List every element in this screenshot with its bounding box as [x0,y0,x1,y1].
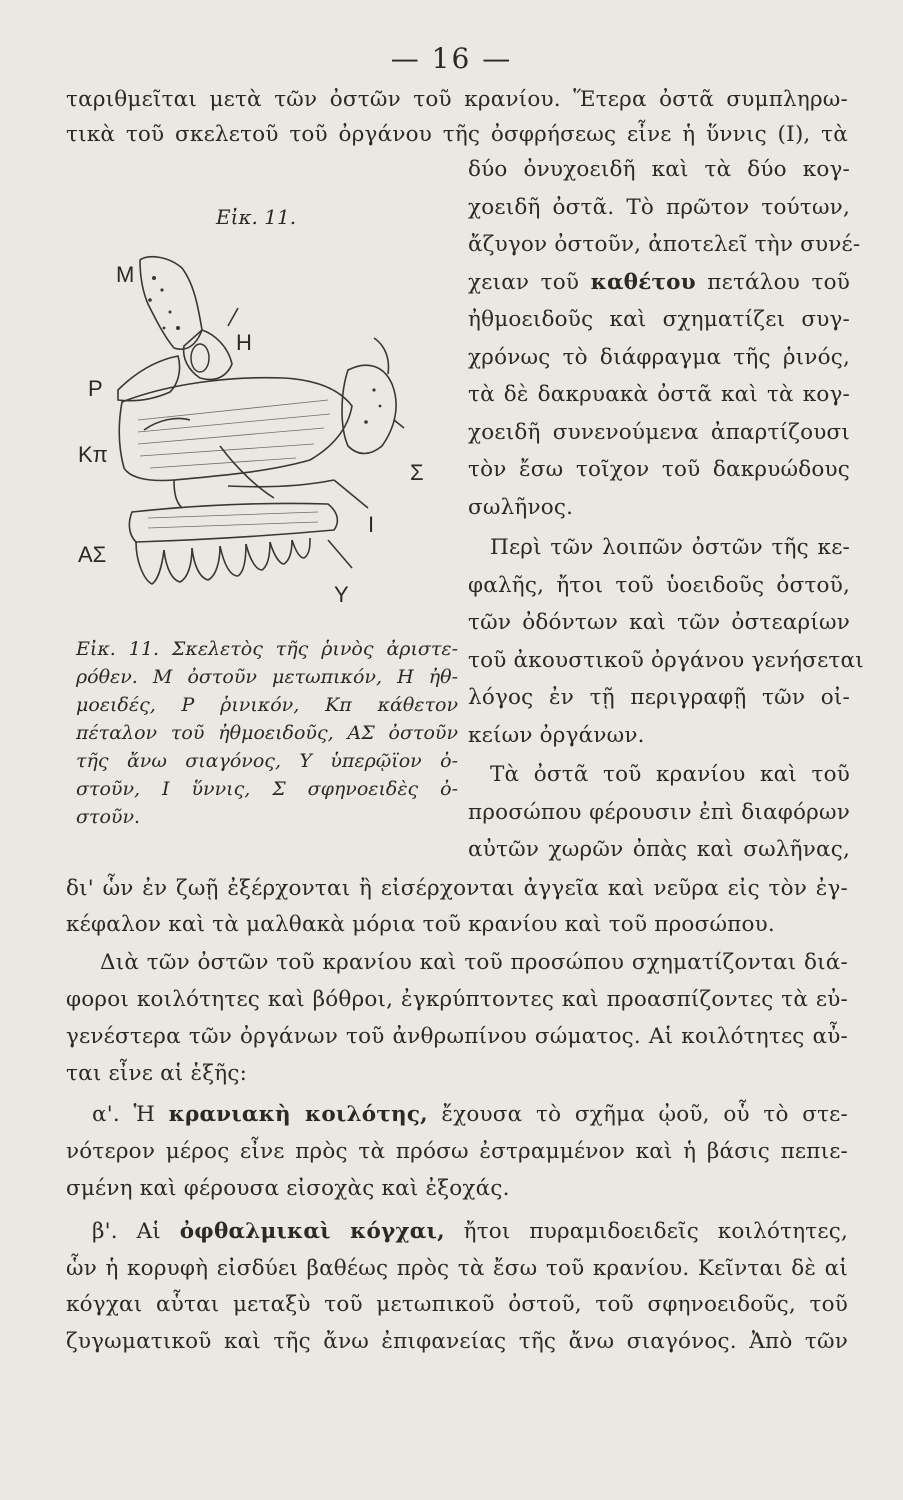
text-line: τὸν ἔσω τοῖχον τοῦ δακρυώδους [468,457,850,482]
page-number: — 16 — [390,42,513,75]
label-kp: Κπ [78,442,108,467]
text-line: φαλῆς, ἤτοι τοῦ ὑοειδοῦς ὀστοῦ, [468,573,850,598]
text-line: κόγχαι αὗται μεταξὺ τοῦ μετωπικοῦ ὀστοῦ, τοῦ σφηνοειδοῦς, τοῦ [66,1292,848,1317]
nasal-skeleton-figure [78,250,458,620]
text-line: χρόνως τὸ διάφραγμα τῆς ῥινός, [468,345,850,370]
text-line: κείων ὀργάνων. [468,723,645,748]
text-line: σωλῆνος. [468,495,574,520]
text-line: λόγος ἐν τῇ περιγραφῇ τῶν οἰ- [468,685,850,710]
text-line: τοῦ ἀκουστικοῦ ὀργάνου γενήσεται [468,648,864,673]
figure-caption-line: Εἰκ. 11. Σκελετὸς τῆς ῥινὸς ἀριστε- [76,638,458,660]
text-line: κέφαλον καὶ τὰ μαλθακὰ μόρια τοῦ κρανίου καὶ τοῦ προσώπου. [66,912,775,937]
text-line: δύο ὀνυχοειδῆ καὶ τὰ δύο κογ- [468,157,850,182]
figure-caption-line: στοῦν. [76,806,141,828]
text-line: ταριθμεῖται μετὰ τῶν ὀστῶν τοῦ κρανίου. Ἕτερα ὀστᾶ συμπληρω- [66,87,848,112]
label-s: Σ [410,460,424,485]
text-line: γενέστερα τῶν ὀργάνων τοῦ ἀνθρωπίνου σώματος. Αἱ κοιλότητες αὖ- [66,1024,848,1049]
text-line: ὧν ἡ κορυφὴ εἰσδύει βαθέως πρὸς τὰ ἔσω τοῦ κρανίου. Κεῖνται δὲ αἱ [66,1256,848,1281]
label-h: Η [236,330,252,355]
text-line: Περὶ τῶν λοιπῶν ὀστῶν τῆς κε- [490,535,850,560]
text-line: χειαν τοῦ καθέτου πετάλου τοῦ [468,270,850,295]
term-bold: καθέτου [590,270,696,295]
text-line: αὐτῶν χωρῶν ὀπὰς καὶ σωλῆνας, [468,837,850,862]
text-line: φοροι κοιλότητες καὶ βόθροι, ἐγκρύπτοντες καὶ προασπίζοντες τὰ εὐ- [66,987,848,1012]
label-i: Ι [368,512,375,537]
text-line: τῶν ὀδόντων καὶ τῶν ὀστεαρίων [468,610,850,635]
figure-caption-line: ρόθεν. Μ ὀστοῦν μετωπικόν, Η ἠθ- [76,666,458,688]
text-line: σμένη καὶ φέρουσα εἰσοχὰς καὶ ἐξοχάς. [66,1176,510,1201]
text-line: ἄζυγον ὀστοῦν, ἀποτελεῖ τὴν συνέ- [468,232,861,257]
text-line: νότερον μέρος εἶνε πρὸς τὰ πρόσω ἐστραμμένον καὶ ἡ βάσις πεπιε- [66,1139,848,1164]
text-line: ται εἶνε αἱ ἑξῆς: [66,1061,248,1086]
figure-caption-line: πέταλον τοῦ ἠθμοειδοῦς, ΑΣ ὀστοῦν [76,722,458,744]
text-line: χοειδῆ συνενούμενα ἀπαρτίζουσι [468,420,850,445]
text-line: χοειδῆ ὀστᾶ. Τὸ πρῶτον τούτων, [468,195,850,220]
label-y: Υ [334,582,349,607]
text-line: δι' ὧν ἐν ζωῇ ἐξέρχονται ἢ εἰσέρχονται ἀγγεῖα καὶ νεῦρα εἰς τὸν ἐγ- [66,876,848,901]
figure-caption-line: μοειδές, Ρ ῥινικόν, Κπ κάθετον [76,694,458,716]
text-line: β'. Αἱ ὀφθαλμικαὶ κόγχαι, ἤτοι πυραμιδοειδεῖς κοιλότητες, [92,1219,849,1244]
text-line: τὰ δὲ δακρυακὰ ὀστᾶ καὶ τὰ κογ- [468,382,850,407]
text-line: Διὰ τῶν ὀστῶν τοῦ κρανίου καὶ τοῦ προσώπου σχηματίζονται διά- [100,950,848,975]
label-p: Ρ [88,376,103,401]
term-bold: κρανιακὴ κοιλότης, [168,1102,428,1127]
figure-caption-line: στοῦν, Ι ὕννις, Σ σφηνοειδὲς ὀ- [76,778,458,800]
text-line: α'. Ἡ κρανιακὴ κοιλότης, ἔχουσα τὸ σχῆμα ᾠοῦ, οὗ τὸ στε- [92,1102,848,1127]
label-as: ΑΣ [78,542,107,567]
text-line: προσώπου φέρουσιν ἐπὶ διαφόρων [468,800,850,825]
text-line: ζυγωματικοῦ καὶ τῆς ἄνω ἐπιφανείας τῆς ἄνω σιαγόνος. Ἀπὸ τῶν [66,1329,848,1354]
text-line: ἠθμοειδοῦς καὶ σχηματίζει συγ- [468,307,850,332]
figure-caption-line: τῆς ἄνω σιαγόνος, Υ ὑπερῷϊον ὀ- [76,750,458,772]
label-m: Μ [116,262,135,287]
term-bold: ὀφθαλμικαὶ κόγχαι, [179,1219,445,1244]
figure-title: Εἰκ. 11. [216,205,297,229]
text-line: τικὰ τοῦ σκελετοῦ τοῦ ὀργάνου τῆς ὀσφρήσεως εἶνε ἡ ὕννις (Ι), τὰ [66,122,848,147]
text-line: Τὰ ὀστᾶ τοῦ κρανίου καὶ τοῦ [490,762,850,787]
